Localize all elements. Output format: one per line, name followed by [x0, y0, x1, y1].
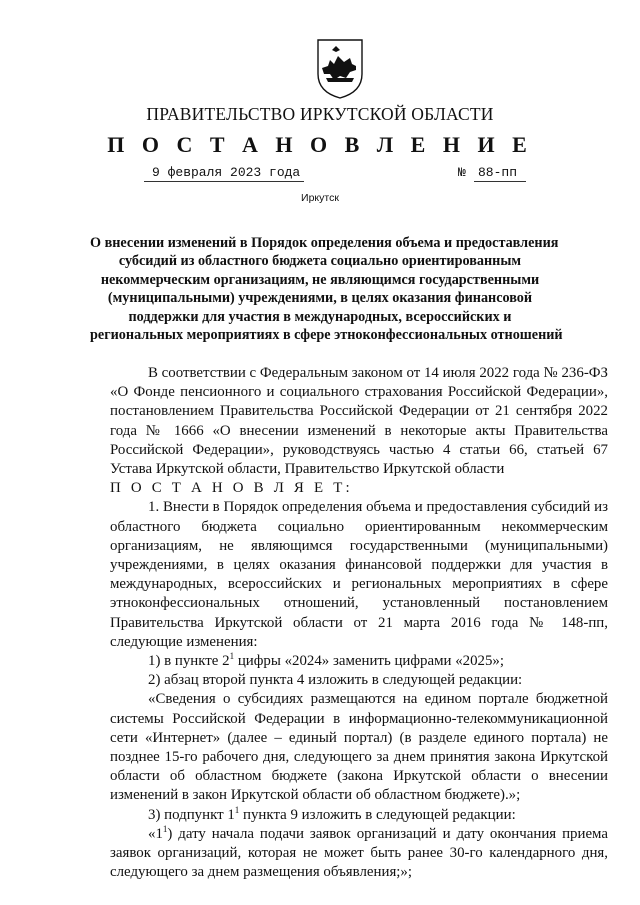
change-1-text-a: 1) в пункте 2 — [148, 653, 230, 670]
quote-3-text-b: ) дату начала подачи заявок организаций и дату окончания приема заявок организаций, которая не может быть ранее 30-го календарного дня, следующего за днем размещения объявления;»; — [110, 825, 608, 881]
title-line: субсидий из областного бюджета социально ориентированным — [118, 253, 522, 270]
change-1-superscript: 1 — [229, 651, 235, 662]
quote-2-paragraph: «Сведения о субсидиях размещаются на едином портале бюджетной системы Российской Федерации в информационно-телекоммуникационной сети «Интернет» (далее – единый портал) (в разделе единого портала) не позднее 15-го рабочего дня, следующего за днем принятия закона Иркутской области об областном бюджете (закона Иркутской области о внесении изменений в закон Иркутской области об областном бюджете).»; — [110, 691, 608, 804]
number-underline — [474, 181, 526, 182]
preamble-paragraph: В соответствии с Федеральным законом от 14 июля 2022 года № 236-ФЗ «О Фонде пенсионного и социального страхования Российской Федерации», постановлением Правительства Российской Федерации от 21 сентября 2022 года № 1666 «О внесении изменений в некоторые акты Правительства Российской Федерации», руководствуясь частью 4 статьи 66, статьей 67 Устава Иркутской области, Правительство Иркутской области — [110, 365, 608, 478]
title-line: поддержки для участия в международных, всероссийских и — [128, 308, 512, 325]
quote-3-text-a: «1 — [148, 825, 163, 842]
item-1-paragraph: 1. Внести в Порядок определения объема и предоставления субсидий из областного бюджета социально ориентированным некоммерческим организациям, не являющимся государственными (муниципальными) учреждениями, в целях оказания финансовой поддержки для участия в международных, всероссийских и региональных мероприятиях в сфере этноконфессиональных отношений, установленный постановлением Правительства Иркутской области от 21 марта 2016 года № 148-пп, следующие изменения: — [110, 499, 608, 650]
city-name: Иркутск — [301, 192, 339, 204]
government-name: ПРАВИТЕЛЬСТВО ИРКУТСКОЙ ОБЛАСТИ — [146, 104, 494, 124]
number-sign: № — [458, 165, 466, 180]
document-number — [478, 165, 517, 180]
resolves-heading: П О С Т А Н О В Л Я Е Т: — [110, 480, 353, 497]
document-title — [90, 234, 563, 344]
quote-3-superscript: 1 — [162, 823, 168, 834]
document-number-text: 88-пп — [478, 165, 518, 180]
coat-of-arms-emblem — [316, 38, 364, 100]
quote-3-paragraph — [110, 825, 608, 883]
title-line: (муниципальными) учреждениями, в целях оказания финансовой — [107, 290, 533, 307]
title-line: некоммерческим организациям, не являющимся государственными — [100, 271, 540, 288]
change-2-paragraph: 2) абзац второй пункта 4 изложить в следующей редакции: — [148, 672, 523, 689]
document-date-text: 9 февраля 2023 года — [152, 165, 301, 180]
change-1-text-b: цифры «2024» заменить цифрами «2025»; — [234, 653, 505, 670]
document-date — [152, 165, 300, 180]
change-3-text-a: 3) подпункт 1 — [148, 806, 235, 823]
change-3-text-b: пункта 9 изложить в следующей редакции: — [239, 806, 516, 823]
date-underline — [144, 181, 304, 182]
change-1-paragraph — [110, 652, 608, 671]
title-line: региональных мероприятиях в сфере этноконфессиональных отношений — [90, 327, 563, 344]
change-3-superscript: 1 — [234, 804, 240, 815]
change-3-paragraph — [110, 806, 608, 825]
document-type: П О С Т А Н О В Л Е Н И Е — [107, 132, 533, 157]
title-line: О внесении изменений в Порядок определения объема и предоставления — [90, 235, 559, 251]
document-body — [110, 364, 608, 882]
